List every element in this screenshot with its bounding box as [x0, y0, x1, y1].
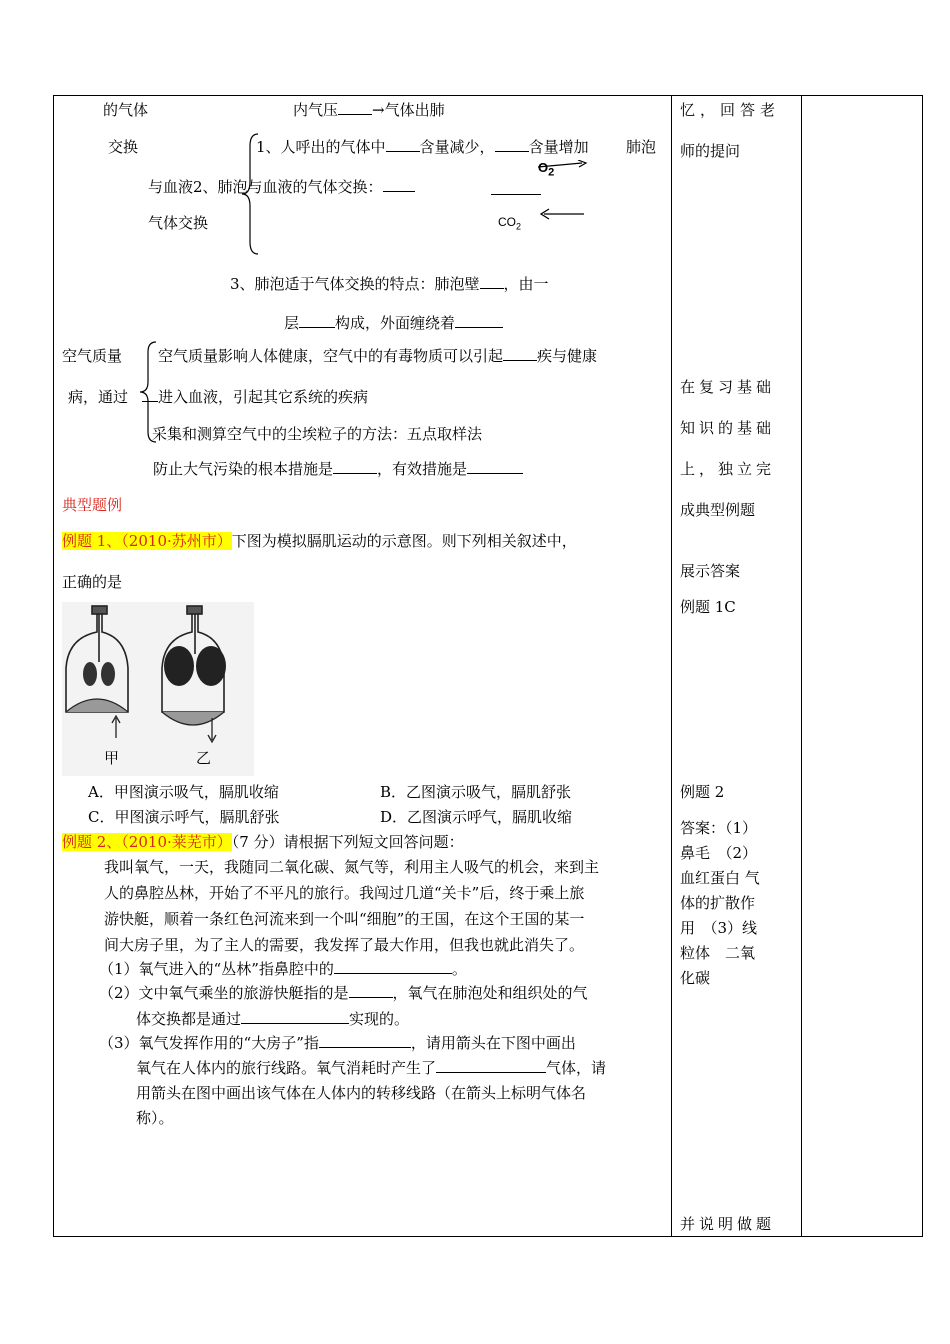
q2-blank-1[interactable]	[349, 983, 393, 998]
figure-label-jia: 甲	[104, 749, 120, 767]
side-note-d5: 体的扩散作	[680, 894, 756, 912]
alveoli-wall-blank[interactable]	[480, 274, 504, 289]
pollution-prevention: 防止大气污染的根本措施是 ，有效措施是	[153, 459, 523, 479]
example-1-stem: 例题 1、（2010·苏州市）下图为模拟膈肌运动的示意图。则下列相关叙述中，	[62, 532, 577, 550]
decrease-blank[interactable]	[386, 137, 420, 152]
table-col-divider-1	[671, 95, 672, 1237]
question-3-cont-1: 氧气在人体内的旅行线路。氧气消耗时产生了 气体，请	[136, 1059, 607, 1077]
side-note-e1: 并说明做题	[680, 1215, 776, 1233]
alveoli-label: 肺泡	[626, 138, 657, 156]
pressure-blank[interactable]	[338, 100, 372, 115]
co2-label: $CO_2$	[498, 215, 522, 232]
alveoli-feature-item-cont: 层 构成，外面缠绕着	[284, 313, 503, 333]
layer-blank[interactable]	[299, 313, 335, 328]
question-3-cont-3: 称）。	[136, 1109, 174, 1127]
q3-blank-1[interactable]	[319, 1033, 411, 1048]
table-right-border	[922, 95, 923, 1237]
side-note-d6: 用 （3）线	[680, 919, 758, 937]
option-b[interactable]: B．乙图演示吸气，膈肌舒张	[380, 783, 572, 801]
passage-line-1: 我叫氧气，一天，我随同二氧化碳、氮气等，利用主人吸气的机会，来到主	[104, 858, 600, 876]
side-note-d4: 血红蛋白 气	[680, 869, 760, 887]
option-a[interactable]: A．甲图演示吸气，膈肌收缩	[88, 783, 279, 801]
question-1: （1）氧气进入的“丛林”指鼻腔中的 。	[99, 960, 467, 978]
side-note-b2: 知识的基础	[680, 419, 776, 437]
question-2: （2）文中氧气乘坐的旅游快艇指的是 ，氧气在肺泡处和组织处的气	[99, 984, 588, 1002]
air-quality-label-2: 病，通过	[68, 388, 129, 406]
q2-blank-2[interactable]	[241, 1009, 349, 1024]
side-note-b3: 上，独立完	[680, 460, 776, 478]
wrapped-blank[interactable]	[455, 313, 503, 328]
q3-blank-2[interactable]	[436, 1058, 546, 1073]
side-note-d7: 粒体 二氧	[680, 944, 756, 962]
examples-heading: 典型题例	[62, 496, 123, 514]
blood-exchange-item: 与血液2、肺泡与血液的气体交换：	[148, 177, 415, 197]
question-3: （3）氧气发挥作用的“大房子”指 ，请用箭头在下图中画出	[99, 1034, 576, 1052]
side-note-d1: 例题 2	[680, 783, 725, 801]
effective-measure-blank[interactable]	[467, 459, 523, 474]
table-bottom-border	[53, 1236, 923, 1237]
side-note-b4: 成典型例题	[680, 501, 756, 519]
figure-label-yi: 乙	[196, 749, 212, 767]
side-note-a1: 忆，回答老	[680, 101, 781, 119]
fundamental-measure-blank[interactable]	[333, 459, 377, 474]
side-note-c1: 展示答案	[680, 562, 741, 580]
exhaled-gas-item: 1、人呼出的气体中 含量减少， 含量增加	[256, 138, 589, 156]
table-col-divider-2	[801, 95, 802, 1237]
enter-blood-blank[interactable]	[142, 387, 158, 402]
table-left-border	[53, 95, 54, 1237]
air-quality-line-3: 采集和测算空气中的尘埃粒子的方法：五点取样法	[152, 425, 483, 443]
side-note-d3: 鼻毛 （2）	[680, 844, 758, 862]
air-quality-line-2: 进入血液，引起其它系统的疾病	[142, 387, 368, 407]
side-note-b1: 在复习基础	[680, 378, 776, 396]
exchange-label-2: 交换	[108, 138, 139, 156]
diaphragm-model-figure	[62, 602, 254, 776]
side-note-d2: 答案：（1）	[680, 819, 758, 837]
exchange-label-1: 的气体	[103, 101, 149, 119]
o2-arrow-right	[538, 160, 588, 174]
passage-line-2: 人的鼻腔丛林，开始了不平凡的旅行。我闯过几道“关卡”后，终于乘上旅	[104, 884, 585, 902]
gas-exchange-label: 气体交换	[148, 214, 209, 232]
o2-label: $O_2$	[538, 160, 555, 179]
q1-blank[interactable]	[334, 959, 452, 974]
question-2-cont: 体交换都是通过 实现的。	[136, 1010, 410, 1028]
side-note-d8: 化碳	[680, 969, 711, 987]
passage-line-4: 间大房子里，为了主人的需要，我发挥了最大作用，但我也就此消失了。	[104, 936, 585, 954]
example-1-stem-cont: 正确的是	[62, 573, 123, 591]
side-note-c2: 例题 1C	[680, 598, 736, 616]
alveoli-feature-item: 3、肺泡适于气体交换的特点：肺泡壁 ，由一	[230, 275, 549, 293]
air-quality-label: 空气质量	[62, 347, 123, 365]
table-top-border	[53, 95, 923, 96]
blood-blank-1[interactable]	[383, 177, 415, 192]
increase-blank[interactable]	[495, 137, 529, 152]
question-3-cont-2: 用箭头在图中画出该气体在人体内的转移线路（在箭头上标明气体名	[136, 1084, 587, 1102]
air-quality-line-1: 空气质量影响人体健康，空气中的有毒物质可以引起 疾与健康	[158, 347, 598, 365]
side-note-a2: 师的提问	[680, 142, 741, 160]
option-d[interactable]: D．乙图演示呼气，膈肌收缩	[380, 808, 573, 826]
option-c[interactable]: C．甲图演示呼气，膈肌舒张	[88, 808, 280, 826]
passage-line-3: 游快艇，顺着一条红色河流来到一个叫“细胞”的王国，在这个王国的某一	[104, 910, 585, 928]
disease-blank[interactable]	[503, 346, 537, 361]
co2-arrow-left	[540, 208, 586, 220]
pressure-text: 内气压 →气体出肺	[293, 101, 445, 119]
blood-blank-2[interactable]	[491, 180, 541, 195]
example-2-stem: 例题 2、（2010·莱芜市）（7 分）请根据下列短文回答问题：	[62, 833, 464, 851]
